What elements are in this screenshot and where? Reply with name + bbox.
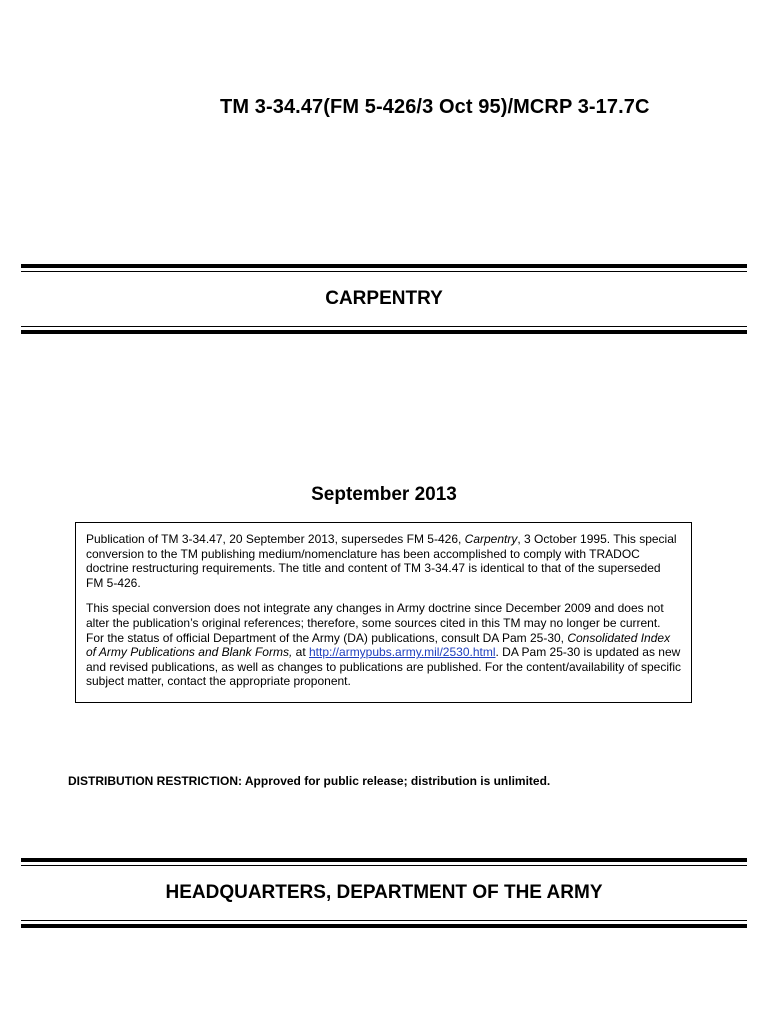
- top-rule-thin: [21, 271, 747, 272]
- title-rule-thin: [21, 326, 747, 327]
- bottom-rule-thick: [21, 924, 747, 928]
- top-rule-thick: [21, 264, 747, 268]
- page-title: CARPENTRY: [325, 288, 443, 309]
- notice-paragraph-2: This special conversion does not integrate any changes in Army doctrine since December 2009 and does not alter the publication’s original references; therefore, some sources cited in this TM may no longer be current. For the status of official Department of the Army (DA) publications, consult DA Pam 25-30, Consolidated Index of Army Publications and Blank Forms, at http://armypubs.army.mil/2530.html. DA Pam 25-30 is updated as new and revised publications, as well as changes to publications are published. For the content/availability of specific subject matter, contact the appropriate proponent.: [86, 601, 682, 689]
- distribution-label: DISTRIBUTION RESTRICTION: [68, 774, 238, 788]
- footer-rule-thick: [21, 858, 747, 862]
- publication-date: September 2013: [311, 484, 457, 505]
- armypubs-link[interactable]: http://armypubs.army.mil/2530.html: [309, 645, 496, 660]
- distribution-restriction: [68, 774, 550, 788]
- title-rule-thick: [21, 330, 747, 334]
- document-number-text: TM 3-34.47(FM 5-426/3 Oct 95)/MCRP 3-17.7C: [220, 96, 650, 118]
- document-number: [0, 96, 768, 119]
- bottom-rule-thin: [21, 920, 747, 921]
- supersession-notice: [75, 522, 692, 703]
- footer-rule-thin: [21, 865, 747, 866]
- notice-paragraph-1: Publication of TM 3-34.47, 20 September 2013, supersedes FM 5-426, Carpentry, 3 October 1995. This special conversion to the TM publishing medium/nomenclature has been accomplished to comply with TRADOC doctrine restructuring requirements. The title and content of TM 3-34.47 is identical to that of the superseded FM 5-426.: [86, 532, 677, 590]
- issuing-organization: HEADQUARTERS, DEPARTMENT OF THE ARMY: [165, 882, 603, 903]
- distribution-text: : Approved for public release; distribution is unlimited.: [238, 774, 551, 788]
